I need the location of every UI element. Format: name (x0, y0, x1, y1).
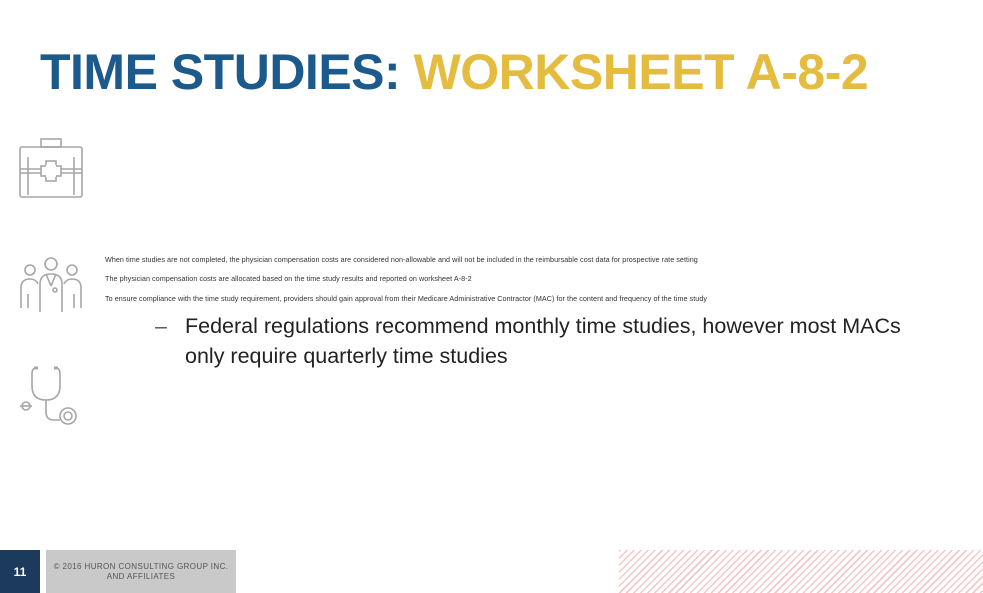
sub-bullet-text: Federal regulations recommend monthly time studies, however most MACs only require quarterly time studies (185, 314, 901, 368)
footer-copyright-text: © 2016 HURON CONSULTING GROUP INC. AND AFFILIATES (53, 561, 229, 581)
sub-bullet-marker: – (155, 314, 167, 338)
footer-hatch-decoration (619, 550, 983, 593)
sub-bullet (155, 311, 955, 371)
bullet-item: When time studies are not completed, the physician compensation costs are considered non-allowable and will not be included in the reimbursable cost data for prospective rate setting (105, 255, 698, 264)
page-number: 11 (0, 550, 40, 593)
slide-title-part2: WORKSHEET A-8-2 (413, 44, 869, 100)
medical-kit-icon (16, 133, 86, 203)
people-group-icon (16, 250, 86, 320)
footer-copyright (46, 550, 236, 593)
stethoscope-icon (16, 362, 86, 432)
slide-title-part1: TIME STUDIES: (40, 44, 401, 100)
bullet-item: To ensure compliance with the time study requirement, providers should gain approval from their Medicare Administrative Contractor (MAC) for the content and frequency of the time study (105, 294, 708, 303)
slide-title (40, 40, 868, 104)
bullet-item: The physician compensation costs are allocated based on the time study results and reported on worksheet A-8-2 (105, 274, 472, 283)
